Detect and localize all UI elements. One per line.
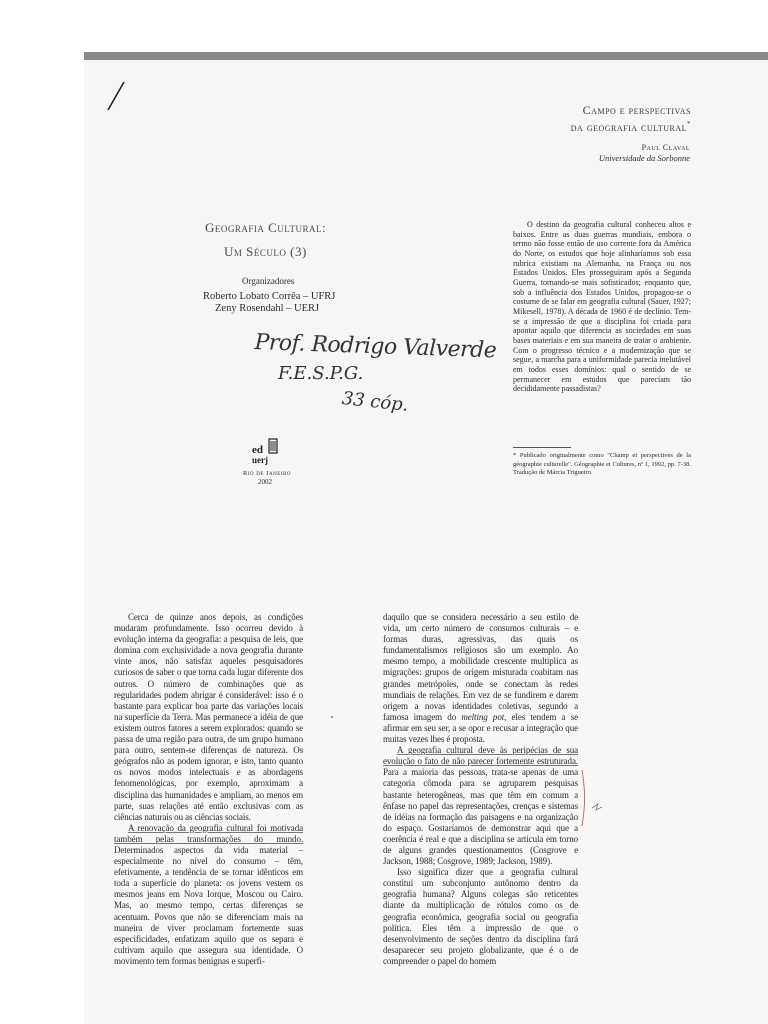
footnote-block [513,452,691,478]
right-paragraph-1-italic: melting pot [461,711,505,722]
right-paragraph-2-underlined: A geografia cultural deve às peripécias de sua evolução o fato de não parecer fortemente estruturada. [383,745,578,767]
left-paragraph-1: Cerca de quinze anos depois, as condições mudaram profundamente. Isso ocorreu devido à evolução interna da geografia: a pesquisa de leis, que domina com exclusividade a nova geografia durante vinte anos, não satisfaz aqueles pesquisadores curiosos de saber o que torna cada lugar diferente dos outros. O número de combinações que as regularidades podem abrigar é considerável: isso é o bastante para explicar boa parte das variações locais na superfície da Terra. Mas permanece a idéia de que existem outros fatores a serem explorados: quando se passa de uma região para outra, de um grupo humano para outro, sentem-se diferenças de natureza. Os geógrafos não as podem ignorar, e isto, tanto quanto os novos modos intelectuais e as abordagens fenomenológicas, por exemplo, aproximam a disciplina das humanidades e ampliam, ao menos em parte, suas relações até então exclusivas com as ciências naturais ou as ciências sociais. [114,612,303,822]
left-paragraph-2-underlined: A renovação da geografia cultural foi motivada também pelas transformações do mundo. [114,822,303,844]
chapter-title-marker: * [687,120,691,128]
left-text-column [114,612,303,967]
margin-dot-mark [329,714,335,720]
right-paragraph-1 [383,612,578,745]
right-paragraph-2 [383,745,578,867]
publication-place: Rio de Janeiro [243,470,291,477]
organizer-1: Roberto Lobato Corrêa – UFRJ [203,291,336,302]
author-affiliation: Universidade da Sorbonne [598,153,690,163]
pen-stroke-mark [100,78,130,118]
book-subtitle: Um Século (3) [224,244,307,259]
right-paragraph-1-start: daquilo que se considera necessário a seu estilo de vida, um certo número de consumos culturais – e formas duras, agressivas, das quais os fundamentalismos religiosos são um exemplo. Ao mesmo tempo, a mobilidade crescente multiplica as migrações: grupos de origem misturada coabitam nas grandes metrópoles, onde se conectam às redes mundiais de relações. Em vez de se fundirem e darem origem a novas identidades coletivas, segundo a famosa imagem do [383,612,578,722]
right-paragraph-1-end: , eles tendem a se afirmar em seu ser, a se opor e recusar a integração que muitas vezes lhes é proposta. [383,711,578,745]
handwritten-name: Prof. Rodrigo Valverde [254,330,497,364]
right-paragraph-2-rest: Para a maioria das pessoas, trata-se apenas de uma categoria cômoda para se agruparem pesquisas bastante heterogêneas, mas que têm em comum a ênfase no papel das representações, crenças e sistemas de idéias na formação das paisagens e na organização do espaço. Gostaríamos de demonstrar aqui que a coerência é real e que a disciplina se articula em torno de alguns grandes questionamentos (Cosgrove e Jackson, 1988; Cosgrove, 1989; Jackson, 1989). [383,767,578,867]
right-text-column [383,612,578,967]
publication-year: 2002 [258,478,272,486]
organizers-label: Organizadores [242,276,295,286]
chapter-title-line1: Campo e perspectivas [582,103,691,117]
left-paragraph-2 [114,823,303,967]
author-name: Paul Claval [641,143,690,152]
publisher-logo [250,437,284,467]
publisher-logo-ed: ed [252,444,263,456]
footnote-divider [513,447,571,448]
chapter-title-line2: da geografia cultural [570,120,687,134]
page-top-edge [84,52,768,60]
publisher-logo-uerj: uerj [252,455,268,465]
publisher-logo-emblem-icon [269,439,277,453]
left-paragraph-2-rest: Determinados aspectos da vida material – especialmente no nível do consumo – têm, efetivamente, a tendência de se tornar idênticos em toda a superfície do planeta: os jovens vestem os mesmos jeans em Nova Iorque, Moscou ou Cairo. Mas, ao mesmo tempo, certas diferenças se acentuam. Povos que não se diferenciam mais na maneira de viver proclamam fortemente suas especificidades, enfatizam aquilo que os separa e cultivam aquilo que assegura sua identidade. O movimento tem formas benignas e superfi- [114,844,303,966]
handwritten-copies: 33 cóp. [340,388,410,416]
organizer-2: Zeny Rosendahl – UERJ [215,303,320,314]
intro-paragraph: O destino da geografia cultural conheceu altos e baixos. Entre as duas guerras mundiais, embora o termo não fosse então de uso corrente fora da América do Norte, os estudos que hoje alinharíamos sob essa rubrica existiam na Alemanha, na França ou nos Estados Unidos. Eles prosseguiram após a Segunda Guerra, tornando-se mais sofisticados; enquanto que, sob a influência dos Estados Unidos, propagou-se o costume de se falar em geografia cultural (Sauer, 1927; Mikesell, 1978). A década de 1960 é de declínio. Tem-se a impressão de que a disciplina foi criada para apontar aquilo que diferencia as sociedades em suas bases materiais e em sua maneira de tratar o ambiente. Com o progresso técnico e a modernização que se segue, a marcha para a uniformidade parecia inelutável em todos esses domínios: qual o sentido de se permanecer em estudos que pareciam tão decididamente passadistas? [513,220,691,394]
margin-bracket-mark [578,768,612,848]
handwritten-institution: F.E.S.P.G. [278,363,364,384]
footnote-text: * Publicado originalmente como "Champ et perspectives de la géographie culturelle". Géographie et Cultures, nº 1, 1992, pp. 7-38. Tradução de Márcia Trigueiro. [513,452,691,476]
book-title: Geografia Cultural: [205,220,327,235]
right-paragraph-3: Isso significa dizer que a geografia cultural constitui um subconjunto autônomo dentro da geografia humana? Alguns colegas são reticentes diante da multiplicação de rótulos como os de geografia econômica, geografia social ou geografia política. Eles têm a impressão de que o desenvolvimento de seções dentro da disciplina fará desaparecer seu projeto globalizante, que é o de compreender o papel do homem [383,867,578,966]
chapter-title [571,103,691,134]
intro-paragraph-block [513,220,691,394]
